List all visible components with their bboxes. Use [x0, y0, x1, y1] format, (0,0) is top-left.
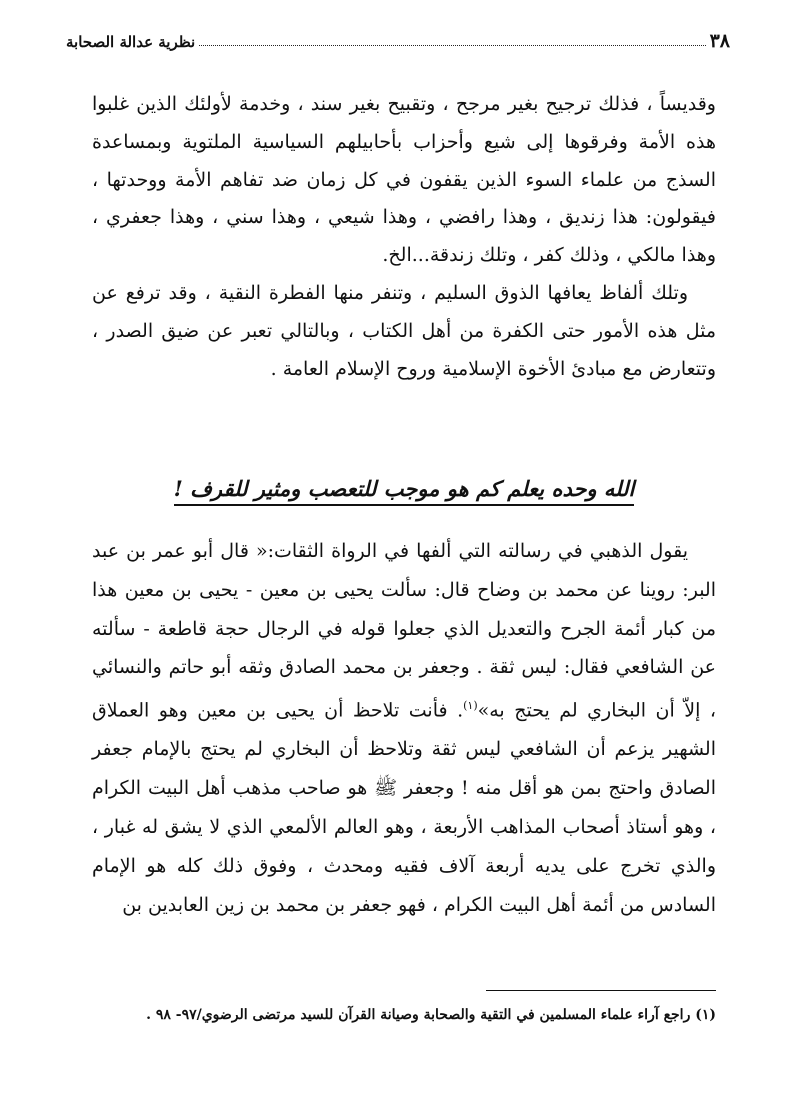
paragraph	[92, 532, 716, 924]
page-number: ٣٨	[709, 30, 730, 52]
paragraph: وتلك ألفاظ يعافها الذوق السليم ، وتنفر منها الفطرة النقية ، وقد ترفع عن مثل هذه الأمور حتى الكفرة من أهل الكتاب ، وبالتالي تعبر عن ضيق الصدر ، وتتعارض مع مبادئ الأخوة الإسلامية وروح الإسلام العامة .	[92, 281, 716, 380]
paragraph: وقديساً ، فذلك ترجيح بغير مرجح ، وتقبيح بغير سند ، وخدمة لأولئك الذين غلبوا هذه الأمة وفرقوها إلى شيع وأحزاب بأحابيلهم السياسية الملتوية وبمساعدة السذج من علماء السوء الذين يقفون في كل زمان ضد تفاهم الأمة ووحدتها ، فيقولون: هذا زنديق ، وهذا رافضي ، وهذا شيعي ، وهذا سني ، وهذا جعفري ، وهذا مالكي ، وذلك كفر ، وتلك زندقة...الخ.	[92, 93, 716, 267]
footnote: (١) راجع آراء علماء المسلمين في التقية والصحابة وصيانة القرآن للسيد مرتضى الرضوي/٩٧- ٩٨ .	[146, 1007, 716, 1023]
running-title: نظرية عدالة الصحابة	[66, 33, 196, 51]
footnote-divider	[486, 990, 716, 991]
paragraph-text-after-ref: . فأنت تلاحظ أن يحيى بن معين وهو العملاق الشهير يزعم أن الشافعي ليس ثقة وتلاحظ أن البخاري لم يحتج بالإمام جعفر الصادق واحتج بمن هو أقل منه ! وجعفر ﷺ هو صاحب مذهب أهل البيت الكرام ، وهو أستاذ أصحاب المذاهب الأربعة ، وهو العالم الألمعي الذي لا يشق له غبار ، والذي تخرج على يديه أربعة آلاف فقيه ومحدث ، وفوق ذلك كله هو الإمام السادس من أئمة أهل البيت الكرام ، فهو جعفر بن محمد بن زين العابدين بن	[92, 699, 716, 916]
paragraph-text-before-ref: يقول الذهبي في رسالته التي ألفها في الرواة الثقات:« قال أبو عمر بن عبد البر: روينا عن محمد بن وضاح قال: سألت يحيى بن معين - يحيى بن معين هذا من كبار أئمة الجرح والتعديل الذي جعلوا قوله في الرجال حجة قاطعة - سألته عن الشافعي فقال: ليس ثقة . وجعفر بن محمد الصادق وثقه أبو حاتم والنسائي ، إلاّ أن البخاري لم يحتج به»	[92, 540, 717, 722]
body-text-main	[92, 532, 716, 924]
section-heading-text: الله وحده يعلم كم هو موجب للتعصب ومثير للقرف !	[174, 476, 635, 506]
header-rule	[199, 45, 705, 46]
running-header	[62, 22, 730, 52]
body-text-top	[92, 86, 716, 388]
section-heading	[92, 476, 716, 501]
footnote-reference[interactable]: (١)	[463, 699, 478, 713]
